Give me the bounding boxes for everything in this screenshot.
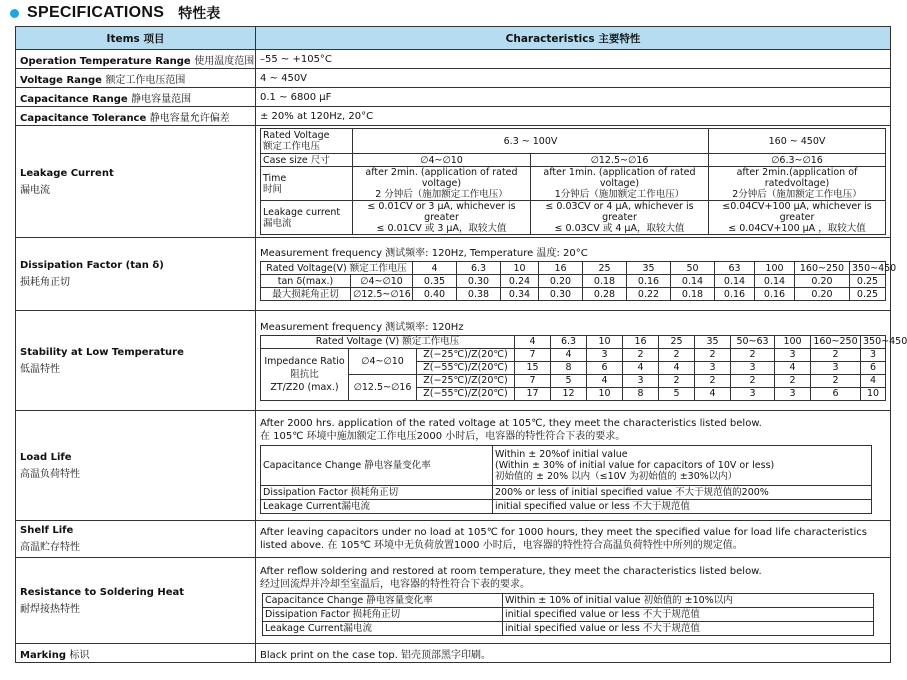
- label-en: Voltage Range: [20, 74, 102, 86]
- value-cell: 17: [515, 387, 551, 400]
- value-cell: 4: [587, 374, 623, 387]
- soldering-table: [262, 593, 874, 636]
- value-cell: 3: [861, 348, 886, 361]
- value-cell: 2: [659, 374, 695, 387]
- row-shelf-life: [16, 521, 891, 558]
- voltage-group-2: 160 ~ 450V: [709, 129, 886, 154]
- value-cell: 2: [731, 374, 775, 387]
- label-en: Capacitance Range: [20, 93, 128, 105]
- z25-label: Z(−25℃)/Z(20℃): [417, 374, 515, 387]
- label-cn: 高温负荷特性: [20, 468, 80, 480]
- value-cell: 0.16: [627, 275, 671, 288]
- label-en: Shelf Life: [20, 525, 74, 536]
- label-cn: 高温贮存特性: [20, 542, 80, 553]
- value-cell: 6: [587, 361, 623, 374]
- value-cell: 0.14: [715, 275, 755, 288]
- voltage-cell: 4: [515, 335, 551, 348]
- intro-cn: 在 105℃ 环境中施加额定工作电压2000 小时后，电容器的特性符合下表的要求。: [260, 431, 626, 442]
- value-cell: 0.16: [715, 288, 755, 301]
- value-cell: 0.25: [850, 288, 886, 301]
- leakage-current-2: ≤ 0.03CV or 4 μA, whichever is greater ≤ 0.03CV 或 4 μA，取较大值: [531, 201, 709, 235]
- voltage-cell: 100: [755, 262, 795, 275]
- voltage-cell: 6.3: [457, 262, 501, 275]
- case-cell: ∅12.5~∅16: [349, 374, 417, 400]
- dissipation-table: [260, 261, 897, 301]
- leakage-current-label: Leakage current 漏电流: [261, 201, 353, 235]
- case-cell: ∅4~∅10: [351, 275, 413, 288]
- value-cell: 2: [695, 374, 731, 387]
- lc-label: Leakage Current漏电流: [263, 622, 503, 636]
- z55-label: Z(−55℃)/Z(20℃): [417, 387, 515, 400]
- max-label: 最大损耗角正切: [261, 288, 351, 301]
- stability-table: [260, 335, 907, 401]
- value-cell: 2: [811, 348, 861, 361]
- label-en: Resistance to Soldering Heat: [20, 586, 185, 598]
- row-leakage: [16, 126, 891, 238]
- leakage-current-1: ≤ 0.01CV or 3 μA, whichever is greater ≤ 0.01CV 或 3 μA，取较大值: [353, 201, 531, 235]
- row-dissipation: [16, 238, 891, 311]
- measurement-note: Measurement frequency 测试频率: 120Hz: [260, 321, 464, 333]
- dissipation-row-small-case: [261, 275, 886, 288]
- value-cell: 10: [587, 387, 623, 400]
- df-label: Dissipation Factor 损耗角正切: [263, 608, 503, 622]
- value-cell: 0.40: [413, 288, 457, 301]
- value-cell: 3: [731, 387, 775, 400]
- voltage-cell: 4: [413, 262, 457, 275]
- label-en: Dissipation Factor (tan δ): [20, 260, 164, 271]
- value-cell: 0.18: [583, 275, 627, 288]
- rated-voltage-label: Rated Voltage (V) 额定工作电压: [261, 335, 515, 348]
- voltage-cell: 350~450: [850, 262, 886, 275]
- title-cn: 特性表: [178, 6, 221, 22]
- row-stability: [16, 311, 891, 411]
- cap-change-line-3: 初始值的 ± 20% 以内（≤10V 为初始值的 ±30%以内）: [495, 471, 738, 482]
- value-cell: 4: [695, 387, 731, 400]
- row-voltage-range: [16, 69, 891, 88]
- voltage-cell: 25: [583, 262, 627, 275]
- value-cell: 0.24: [501, 275, 539, 288]
- title-en: SPECIFICATIONS: [27, 4, 165, 21]
- leakage-current-3: ≤0.04CV+100 μA, whichever is greater ≤ 0.04CV+100 μA ，取较大值: [709, 201, 886, 235]
- value-cell: 0.22: [627, 288, 671, 301]
- value-cell: 4: [623, 361, 659, 374]
- time-label: Time 时间: [261, 167, 353, 201]
- tan-label: tan δ(max.): [261, 275, 351, 288]
- voltage-cell: 50: [671, 262, 715, 275]
- impedance-ratio-label: Impedance Ratio 阻抗比 ZT/Z20 (max.): [261, 348, 349, 400]
- value-cell: 3: [695, 361, 731, 374]
- voltage-cell: 16: [539, 262, 583, 275]
- cap-change-value: Within ± 10% of initial value 初始值的 ±10%以内: [503, 594, 874, 608]
- value-cell: 0.20: [795, 288, 850, 301]
- value-cell: 0.38: [457, 288, 501, 301]
- voltage-cell: 160~250: [811, 335, 861, 348]
- value-cell: 12: [551, 387, 587, 400]
- label-en: Stability at Low Temperature: [20, 346, 184, 358]
- lc-value: initial specified value or less 不大于规范值: [493, 500, 872, 514]
- voltage-cell: 10: [501, 262, 539, 275]
- label-cn: 额定工作电压范围: [105, 74, 186, 86]
- case-size-label: Case size 尺寸: [261, 154, 353, 167]
- intro-en: After 2000 hrs. application of the rated voltage at 105℃, they meet the characteristics listed below.: [260, 418, 762, 429]
- row-load-life: [16, 411, 891, 521]
- lc-value: initial specified value or less 不大于规范值: [503, 622, 874, 636]
- z25-label: Z(−25℃)/Z(20℃): [417, 348, 515, 361]
- value-cell: 2: [623, 348, 659, 361]
- cap-change-label: Capacitance Change 静电容量变化率: [263, 594, 503, 608]
- row-op-temp: [16, 50, 891, 69]
- stability-row: [261, 374, 886, 387]
- value-cell: 8: [551, 361, 587, 374]
- label-en: Leakage Current: [20, 167, 114, 179]
- value-cell: 3: [775, 387, 811, 400]
- intro-en: After reflow soldering and restored at room temperature, they meet the characteristics listed below.: [260, 566, 762, 577]
- value-cell: 4: [775, 361, 811, 374]
- label-cn: 耐焊接热特性: [20, 603, 80, 615]
- label-en: Operation Temperature Range: [20, 55, 191, 67]
- cap-change-line-1: Within ± 20%of initial value: [495, 449, 628, 460]
- case-cell: ∅12.5~∅16: [351, 288, 413, 301]
- shelf-text-1: After leaving capacitors under no load at 105℃ for 1000 hours, they meet the specified value for load life characteristics: [260, 527, 868, 538]
- value-cell: 3: [731, 361, 775, 374]
- measurement-note: Measurement frequency 测试频率: 120Hz, Temperature 温度: 20°C: [260, 248, 588, 259]
- value: ± 20% at 120Hz, 20°C: [256, 107, 891, 126]
- value-cell: 3: [587, 348, 623, 361]
- shelf-text-2: listed above. 在 105℃ 环境中无负荷放置1000 小时后，电容器的特性符合高温负荷特性中所列的规定值。: [260, 540, 743, 551]
- stability-voltage-row: [261, 335, 886, 348]
- cap-change-line-2: (Within ± 30% of initial value for capacitors of 10V or less): [495, 460, 775, 471]
- voltage-cell: 35: [627, 262, 671, 275]
- voltage-cell: 16: [623, 335, 659, 348]
- time-2: after 1min. (application of rated voltage) 1分钟后（施加额定工作电压）: [531, 167, 709, 201]
- value-cell: 5: [659, 387, 695, 400]
- value-cell: 4: [659, 361, 695, 374]
- value: –55 ~ +105°C: [256, 50, 891, 69]
- label-cn: 损耗角正切: [20, 277, 70, 288]
- value-cell: 5: [551, 374, 587, 387]
- row-marking: [16, 644, 891, 663]
- voltage-group-1: 6.3 ~ 100V: [353, 129, 709, 154]
- row-cap-tol: [16, 107, 891, 126]
- value: Black print on the case top. 铝壳顶部黑字印刷。: [256, 644, 891, 663]
- dissipation-row-large-case: [261, 288, 886, 301]
- voltage-cell: 63: [715, 262, 755, 275]
- bullet-icon: [10, 9, 19, 18]
- value-cell: 0.16: [755, 288, 795, 301]
- row-soldering: [16, 558, 891, 644]
- value-cell: 7: [515, 374, 551, 387]
- value-cell: 8: [623, 387, 659, 400]
- label-cn: 标识: [69, 649, 90, 661]
- value-cell: 0.25: [850, 275, 886, 288]
- label-cn: 低温特性: [20, 363, 60, 375]
- rated-voltage-label: Rated Voltage(V) 额定工作电压: [261, 262, 413, 275]
- label-cn: 静电容量范围: [131, 93, 192, 105]
- row-cap-range: [16, 88, 891, 107]
- value-cell: 2: [775, 374, 811, 387]
- value-cell: 0.30: [539, 288, 583, 301]
- lc-label: Leakage Current漏电流: [261, 500, 493, 514]
- value-cell: 2: [731, 348, 775, 361]
- cap-change-label: Capacitance Change 静电容量变化率: [261, 446, 493, 486]
- voltage-cell: 10: [587, 335, 623, 348]
- value: 4 ~ 450V: [256, 69, 891, 88]
- value-cell: 6: [861, 361, 886, 374]
- value-cell: 0.34: [501, 288, 539, 301]
- df-label: Dissipation Factor 损耗角正切: [261, 486, 493, 500]
- df-value: initial specified value or less 不大于规范值: [503, 608, 874, 622]
- value-cell: 2: [695, 348, 731, 361]
- z55-label: Z(−55℃)/Z(20℃): [417, 361, 515, 374]
- label-en: Load Life: [20, 451, 72, 463]
- value-cell: 2: [659, 348, 695, 361]
- value-cell: 0.14: [755, 275, 795, 288]
- value-cell: 6: [811, 387, 861, 400]
- label-cn: 使用温度范围: [194, 55, 255, 67]
- value-cell: 3: [775, 348, 811, 361]
- value-cell: 3: [623, 374, 659, 387]
- label-cn: 漏电流: [20, 184, 50, 196]
- case-cell: ∅4~∅10: [349, 348, 417, 374]
- value: 0.1 ~ 6800 μF: [256, 88, 891, 107]
- section-header: [10, 2, 220, 24]
- rated-voltage-label: Rated Voltage 额定工作电压: [261, 129, 353, 154]
- voltage-cell: 50~63: [731, 335, 775, 348]
- time-1: after 2min. (application of rated voltage) 2 分钟后（施加额定工作电压）: [353, 167, 531, 201]
- label-en: Capacitance Tolerance: [20, 112, 147, 124]
- label-cn: 静电容量允许偏差: [149, 112, 230, 124]
- value-cell: 3: [811, 361, 861, 374]
- df-value: 200% or less of initial specified value 不大于规范值的200%: [493, 486, 872, 500]
- case-size-2: ∅12.5~∅16: [531, 154, 709, 167]
- load-life-table: [260, 445, 872, 514]
- label-en: Marking: [20, 649, 66, 661]
- intro-cn: 经过回流焊并冷却至室温后，电容器的特性符合下表的要求。: [260, 579, 530, 590]
- value-cell: 0.30: [457, 275, 501, 288]
- value-cell: 0.20: [795, 275, 850, 288]
- value-cell: 10: [861, 387, 886, 400]
- leakage-table: [260, 128, 886, 235]
- value-cell: 0.28: [583, 288, 627, 301]
- value-cell: 4: [861, 374, 886, 387]
- value-cell: 0.35: [413, 275, 457, 288]
- spec-table: [15, 26, 907, 663]
- value-cell: 4: [551, 348, 587, 361]
- value-cell: 2: [811, 374, 861, 387]
- header-characteristics: Characteristics 主要特性: [256, 27, 891, 50]
- voltage-cell: 160~250: [795, 262, 850, 275]
- value-cell: 0.20: [539, 275, 583, 288]
- voltage-cell: 100: [775, 335, 811, 348]
- voltage-cell: 25: [659, 335, 695, 348]
- value-cell: 7: [515, 348, 551, 361]
- voltage-cell: 6.3: [551, 335, 587, 348]
- voltage-cell: 350~450: [861, 335, 886, 348]
- time-3: after 2min.(application of ratedvoltage) 2分钟后（施加额定工作电压）: [709, 167, 886, 201]
- header-items: Items 项目: [16, 27, 256, 50]
- dissipation-voltage-row: [261, 262, 886, 275]
- value-cell: 0.18: [671, 288, 715, 301]
- case-size-1: ∅4~∅10: [353, 154, 531, 167]
- value-cell: 15: [515, 361, 551, 374]
- case-size-3: ∅6.3~∅16: [709, 154, 886, 167]
- voltage-cell: 35: [695, 335, 731, 348]
- value-cell: 0.14: [671, 275, 715, 288]
- stability-row: [261, 348, 886, 361]
